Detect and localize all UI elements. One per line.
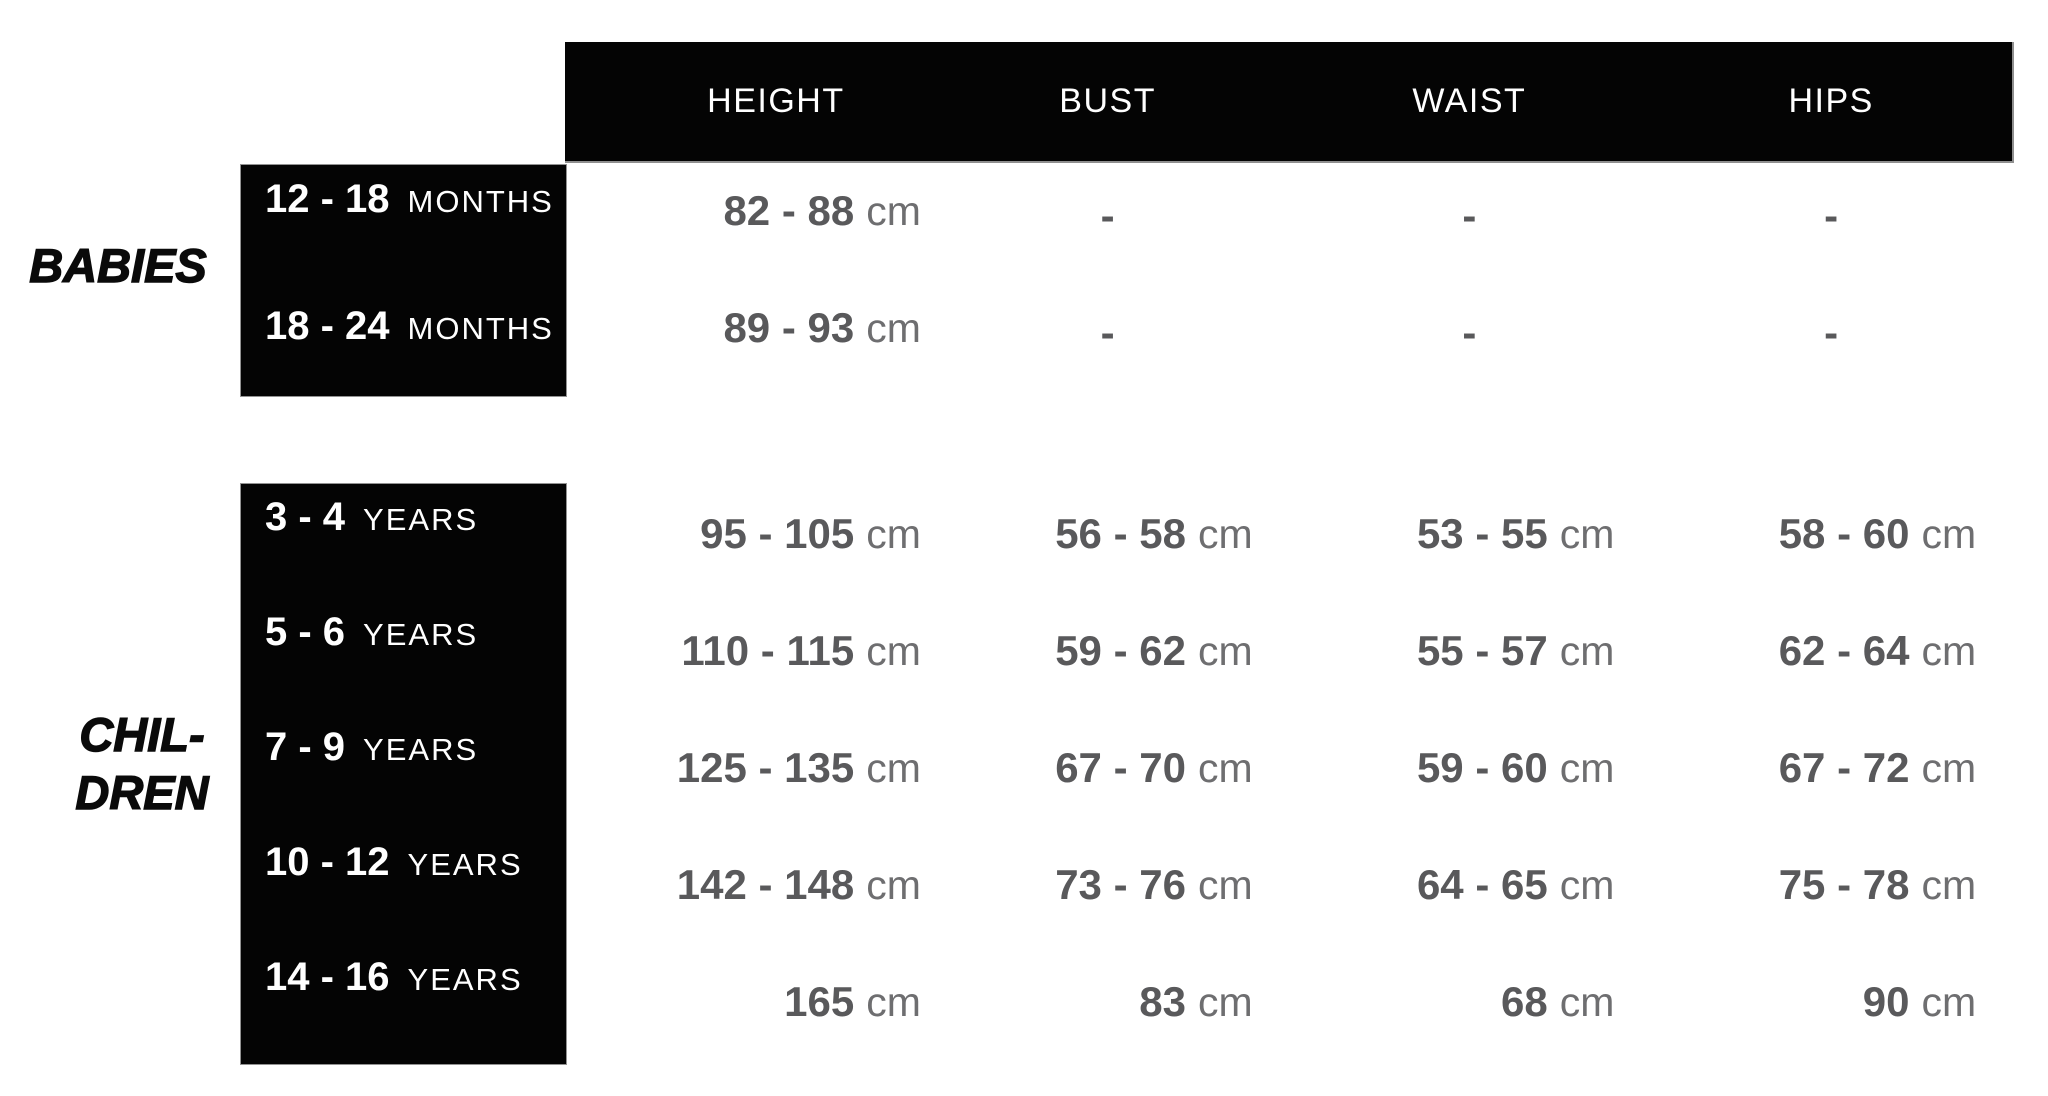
bust-cell: 83 cm bbox=[1139, 978, 1253, 1025]
hips-cell: 62 - 64 cm bbox=[1778, 627, 1977, 674]
height-cell: 82 - 88 cm bbox=[723, 187, 921, 234]
column-header-height-label: HEIGHT bbox=[707, 82, 845, 120]
column-header-hips-label: HIPS bbox=[1788, 82, 1874, 120]
group-label-babies bbox=[14, 240, 222, 292]
measurements-row-5-6-years bbox=[565, 626, 2012, 686]
no-value-dash: - bbox=[1824, 192, 1839, 239]
size-label-10-12-years: 10 - 12 YEARS bbox=[265, 840, 523, 884]
height-cell: 110 - 115 cm bbox=[681, 627, 921, 674]
hips-cell: 75 - 78 cm bbox=[1778, 861, 1977, 908]
bust-cell bbox=[927, 303, 1289, 363]
hips-cell: 90 cm bbox=[1862, 978, 1977, 1025]
waist-cell: 55 - 57 cm bbox=[1416, 627, 1615, 674]
height-cell: 95 - 105 cm bbox=[700, 510, 921, 557]
waist-cell: 53 - 55 cm bbox=[1416, 510, 1615, 557]
no-value-dash: - bbox=[1100, 309, 1115, 356]
column-header-waist bbox=[1289, 42, 1651, 161]
waist-cell bbox=[1289, 186, 1651, 246]
size-label-5-6-years: 5 - 6 YEARS bbox=[265, 610, 479, 654]
measurements-row-10-12-years bbox=[565, 860, 2012, 920]
bust-cell: 56 - 58 cm bbox=[1055, 510, 1253, 557]
hips-cell: 67 - 72 cm bbox=[1778, 744, 1977, 791]
size-label-14-16-years: 14 - 16 YEARS bbox=[265, 955, 523, 999]
size-label-7-9-years: 7 - 9 YEARS bbox=[265, 725, 479, 769]
bust-cell: 67 - 70 cm bbox=[1055, 744, 1253, 791]
no-value-dash: - bbox=[1462, 192, 1477, 239]
measurements-row-14-16-years bbox=[565, 977, 2012, 1037]
size-label-12-18-months: 12 - 18 MONTHS bbox=[265, 177, 554, 221]
height-cell: 142 - 148 cm bbox=[676, 861, 921, 908]
column-header-bust bbox=[927, 42, 1289, 161]
waist-cell bbox=[1289, 303, 1651, 363]
height-cell: 165 cm bbox=[784, 978, 921, 1025]
group-label-children-line1: CHIL- bbox=[79, 708, 205, 761]
size-label-18-24-months: 18 - 24 MONTHS bbox=[265, 304, 554, 348]
column-header-waist-label: WAIST bbox=[1412, 82, 1527, 120]
bust-cell bbox=[927, 186, 1289, 246]
column-header-height bbox=[565, 42, 927, 161]
bust-cell: 73 - 76 cm bbox=[1055, 861, 1253, 908]
table-header-bar bbox=[565, 42, 2014, 163]
column-header-hips bbox=[1650, 42, 2012, 161]
hips-cell: 58 - 60 cm bbox=[1778, 510, 1977, 557]
waist-cell: 68 cm bbox=[1501, 978, 1615, 1025]
column-header-bust-label: BUST bbox=[1059, 82, 1156, 120]
measurements-row-12-18-months bbox=[565, 186, 2012, 246]
no-value-dash: - bbox=[1100, 192, 1115, 239]
measurements-row-7-9-years bbox=[565, 743, 2012, 803]
waist-cell: 59 - 60 cm bbox=[1416, 744, 1615, 791]
group-label-children-line2: DREN bbox=[75, 766, 209, 819]
height-cell: 89 - 93 cm bbox=[723, 304, 921, 351]
size-label-3-4-years: 3 - 4 YEARS bbox=[265, 495, 479, 539]
group-label-children bbox=[36, 706, 248, 822]
hips-cell bbox=[1650, 303, 2012, 363]
bust-cell: 59 - 62 cm bbox=[1055, 627, 1253, 674]
measurements-row-3-4-years bbox=[565, 509, 2012, 569]
waist-cell: 64 - 65 cm bbox=[1416, 861, 1615, 908]
height-cell: 125 - 135 cm bbox=[676, 744, 921, 791]
group-label-babies-line: BABIES bbox=[29, 239, 207, 292]
hips-cell bbox=[1650, 186, 2012, 246]
measurements-row-18-24-months bbox=[565, 303, 2012, 363]
no-value-dash: - bbox=[1824, 309, 1839, 356]
no-value-dash: - bbox=[1462, 309, 1477, 356]
